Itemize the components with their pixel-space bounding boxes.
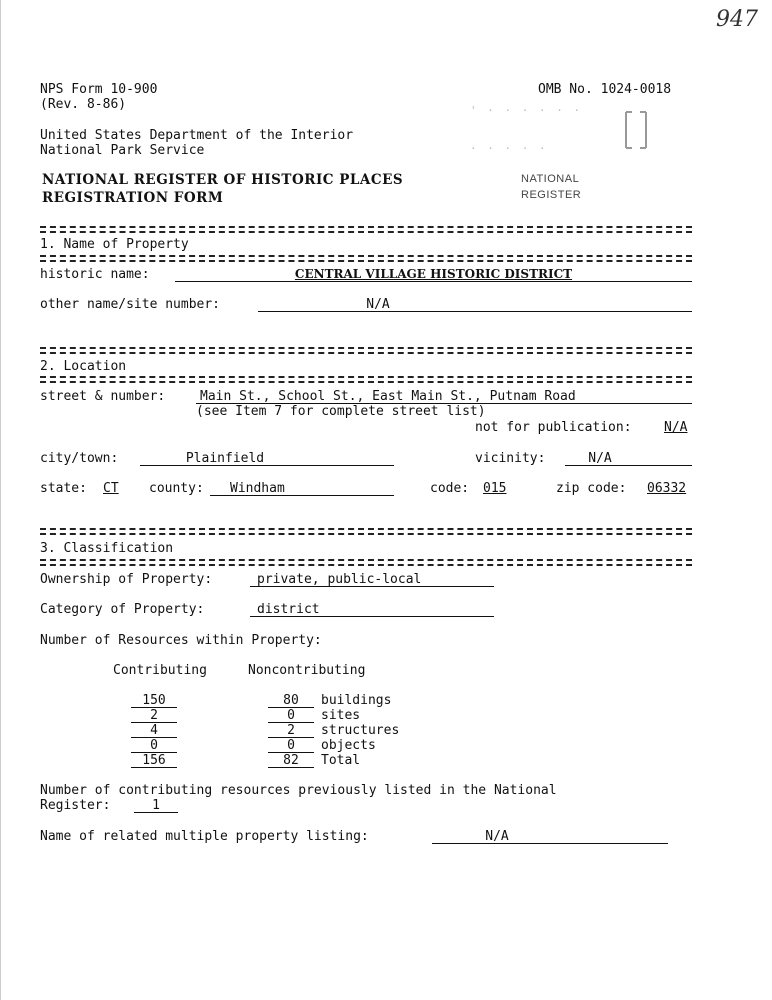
section-rule	[40, 381, 692, 383]
section-rule	[40, 226, 692, 228]
category-value: district	[257, 602, 320, 617]
contributing-count: 4	[150, 723, 158, 738]
resource-type: sites	[321, 708, 361, 723]
city-value: Plainfield	[185, 451, 265, 466]
section1-heading: 1. Name of Property	[40, 237, 189, 252]
omb-number: OMB No. 1024-0018	[538, 82, 672, 97]
form-number: NPS Form 10-900	[40, 82, 158, 97]
agency: National Park Service	[40, 143, 205, 158]
resource-type: Total	[321, 753, 361, 768]
street-label: street & number:	[40, 389, 166, 404]
received-stamp-smudge: ' · · · · · ·	[470, 104, 583, 117]
form-title-line2: REGISTRATION FORM	[42, 190, 224, 206]
noncontributing-count: 0	[287, 738, 295, 753]
resources-label: Number of Resources within Property:	[40, 633, 322, 648]
count-underline	[268, 767, 314, 768]
city-label: city/town:	[40, 451, 119, 466]
department: United States Department of the Interior	[40, 128, 354, 143]
code-value: 015	[483, 481, 507, 496]
state-value: CT	[103, 481, 119, 496]
previously-listed-label-line2: Register:	[40, 798, 111, 813]
field-underline	[250, 616, 494, 617]
not-for-publication-label: not for publication:	[475, 420, 632, 435]
vicinity-value: N/A	[588, 451, 612, 466]
stamp-register: REGISTER	[521, 189, 582, 201]
previously-listed-value: 1	[152, 798, 160, 813]
state-label: state:	[40, 481, 87, 496]
section2-heading: 2. Location	[40, 359, 127, 374]
contributing-count: 2	[150, 708, 158, 723]
noncontributing-count: 2	[287, 723, 295, 738]
street-note: (see Item 7 for complete street list)	[196, 404, 486, 419]
count-underline	[131, 767, 177, 768]
section-rule	[40, 255, 692, 257]
county-label: county:	[149, 481, 204, 496]
section-rule	[40, 533, 692, 535]
section-rule	[40, 231, 692, 233]
contributing-total: 156	[142, 753, 166, 768]
ownership-label: Ownership of Property:	[40, 572, 213, 587]
noncontributing-count: 80	[283, 693, 299, 708]
street-value: Main St., School St., East Main St., Putnam Road	[200, 389, 576, 404]
zip-label: zip code:	[556, 481, 627, 496]
stamp-bracket-icon	[622, 108, 652, 154]
field-underline	[565, 465, 692, 466]
other-name-label: other name/site number:	[40, 297, 221, 312]
ownership-value: private, public-local	[257, 572, 422, 587]
section-rule	[40, 376, 692, 378]
contributing-count: 150	[142, 693, 166, 708]
resource-type: structures	[321, 723, 400, 738]
field-underline	[175, 281, 692, 282]
section-rule	[40, 352, 692, 354]
field-underline	[134, 812, 178, 813]
noncontributing-total: 82	[283, 753, 299, 768]
resource-type: objects	[321, 738, 376, 753]
historic-name-value: CENTRAL VILLAGE HISTORIC DISTRICT	[294, 267, 573, 281]
multiple-listing-value: N/A	[485, 829, 509, 844]
field-underline	[140, 465, 394, 466]
contributing-count: 0	[150, 738, 158, 753]
field-underline	[258, 311, 692, 312]
noncontributing-count: 0	[287, 708, 295, 723]
section-rule	[40, 260, 692, 262]
form-revision: (Rev. 8-86)	[40, 97, 127, 112]
not-for-publication-value: N/A	[664, 420, 688, 435]
handwritten-annotation: 947	[716, 7, 758, 32]
stamp-national: NATIONAL	[521, 173, 580, 185]
section-rule	[40, 564, 692, 566]
received-stamp-smudge-2: · · · · ·	[470, 142, 548, 155]
section-rule	[40, 559, 692, 561]
other-name-value: N/A	[366, 297, 390, 312]
form-title-line1: NATIONAL REGISTER OF HISTORIC PLACES	[42, 172, 404, 188]
county-value: Windham	[230, 481, 285, 496]
section-rule	[40, 347, 692, 349]
field-underline	[210, 495, 394, 496]
col-noncontributing: Noncontributing	[248, 663, 366, 678]
vicinity-label: vicinity:	[475, 451, 546, 466]
col-contributing: Contributing	[113, 663, 207, 678]
historic-name-label: historic name:	[40, 267, 150, 282]
field-underline	[432, 843, 668, 844]
zip-value: 06332	[647, 481, 687, 496]
category-label: Category of Property:	[40, 602, 205, 617]
section3-heading: 3. Classification	[40, 541, 174, 556]
section-rule	[40, 528, 692, 530]
multiple-listing-label: Name of related multiple property listing:	[40, 829, 369, 844]
field-underline	[250, 586, 494, 587]
code-label: code:	[430, 481, 470, 496]
previously-listed-label-line1: Number of contributing resources previously listed in the National	[40, 783, 557, 798]
page-edge	[0, 0, 1, 1000]
resource-type: buildings	[321, 693, 392, 708]
